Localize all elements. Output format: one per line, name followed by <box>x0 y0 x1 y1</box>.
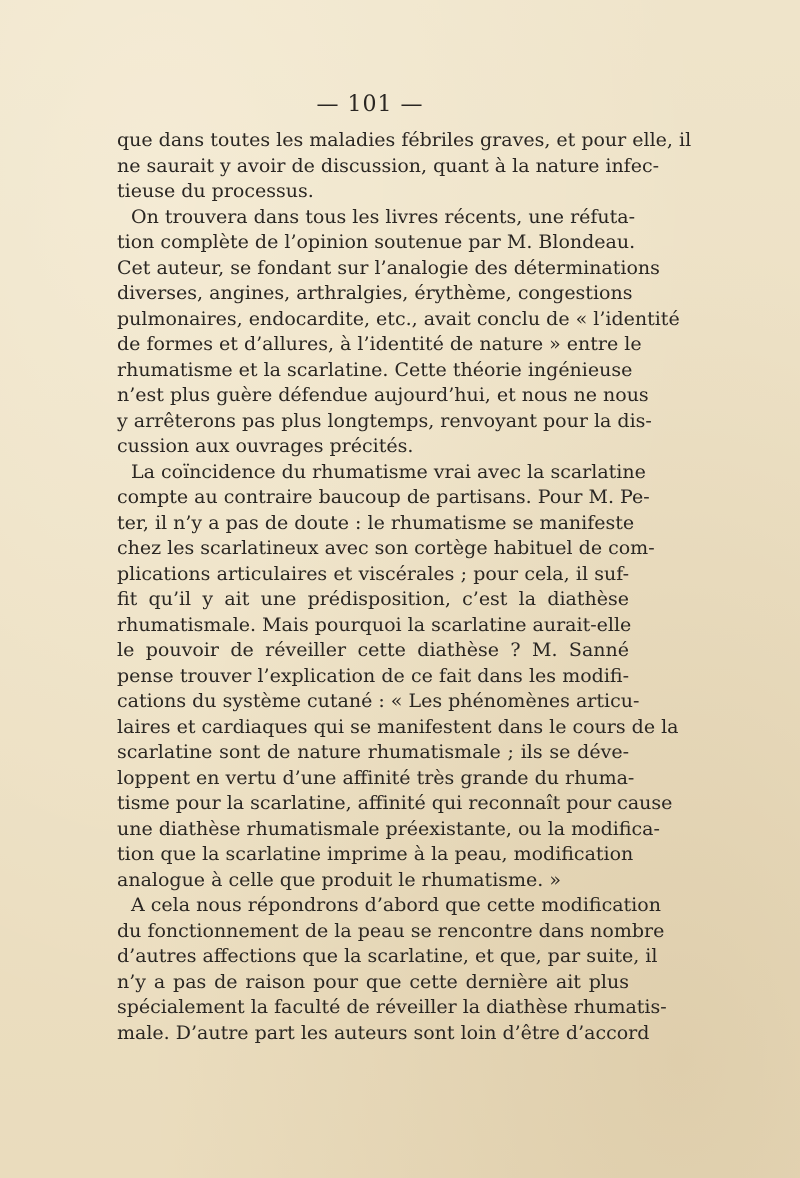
text-line: y arrêterons pas plus longtemps, renvoyant pour la dis- <box>117 409 652 432</box>
text-line: scarlatine sont de nature rhumatismale ; ils se déve- <box>117 741 629 763</box>
text-line: fit qu’il y ait une prédisposition, c’est la diathèse <box>117 588 629 610</box>
text-line: n’est plus guère défendue aujourd’hui, et nous ne nous <box>117 384 649 406</box>
text-line: male. D’autre part les auteurs sont loin d’être d’accord <box>117 1021 650 1044</box>
text-line: de formes et d’allures, à l’identité de nature » entre le <box>117 333 642 355</box>
text-line: laires et cardiaques qui se manifestent dans le cours de la <box>117 715 679 738</box>
text-line: diverses, angines, arthralgies, érythème, congestions <box>117 282 633 304</box>
text-line: le pouvoir de réveiller cette diathèse ? M. Sanné <box>117 639 629 661</box>
text-line: une diathèse rhumatismale préexistante, ou la modifica- <box>117 817 660 840</box>
text-line: pense trouver l’explication de ce fait dans les modifi- <box>117 664 629 687</box>
text-line: cations du système cutané : « Les phénomènes articu- <box>117 690 640 712</box>
text-line: Cet auteur, se fondant sur l’analogie des déterminations <box>117 256 660 279</box>
text-line: compte au contraire baucoup de partisans. Pour M. Pe- <box>117 486 650 508</box>
text-line: n’y a pas de raison pour que cette dernière ait plus <box>117 970 629 993</box>
text-line: d’autres affections que la scarlatine, et que, par suite, il <box>117 945 658 967</box>
text-line: plications articulaires et viscérales ; pour cela, il suf- <box>117 562 629 585</box>
text-line: tion que la scarlatine imprime à la peau, modification <box>117 843 634 865</box>
text-line: analogue à celle que produit le rhumatisme. » <box>117 868 561 891</box>
page-number: — 101 — <box>316 92 424 117</box>
text-line: A cela nous répondrons d’abord que cette modification <box>131 894 661 916</box>
text-line: du fonctionnement de la peau se rencontre dans nombre <box>117 919 665 942</box>
text-line: tisme pour la scarlatine, affinité qui reconnaît pour cause <box>117 792 673 814</box>
text-line: On trouvera dans tous les livres récents, une réfuta- <box>131 205 636 228</box>
text-line: pulmonaires, endocardite, etc., avait conclu de « l’identité <box>117 307 680 330</box>
text-line: loppent en vertu d’une affinité très grande du rhuma- <box>117 766 635 789</box>
text-line: que dans toutes les maladies fébriles graves, et pour elle, il <box>117 129 692 151</box>
text-line: rhumatismale. Mais pourquoi la scarlatine aurait-elle <box>117 613 632 636</box>
body-text <box>117 128 692 1046</box>
text-line: spécialement la faculté de réveiller la diathèse rhumatis- <box>117 996 667 1018</box>
text-line: chez les scarlatineux avec son cortège habituel de com- <box>117 537 655 559</box>
text-line: tion complète de l’opinion soutenue par M. Blondeau. <box>117 231 636 253</box>
text-line: ter, il n’y a pas de doute : le rhumatisme se manifeste <box>117 511 635 534</box>
text-line: cussion aux ouvrages précités. <box>117 435 414 457</box>
text-line: rhumatisme et la scarlatine. Cette théorie ingénieuse <box>117 358 633 381</box>
text-line: La coïncidence du rhumatisme vrai avec la scarlatine <box>131 460 646 483</box>
text-line: ne saurait y avoir de discussion, quant à la nature infec- <box>117 154 660 177</box>
text-line: tieuse du processus. <box>117 180 314 202</box>
